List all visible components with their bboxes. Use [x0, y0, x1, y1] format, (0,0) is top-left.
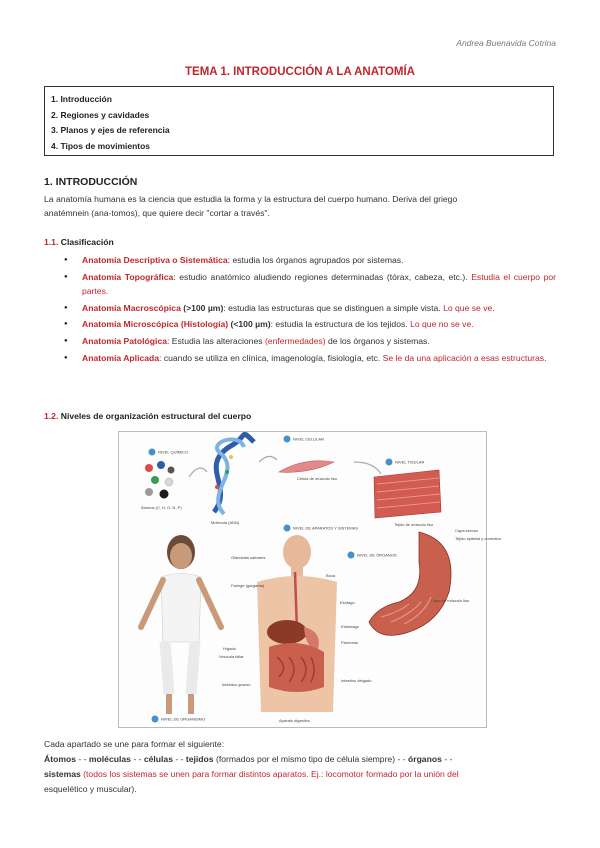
subheading-label: Niveles de organización estructural del cuerpo: [60, 411, 252, 421]
separator: - -: [76, 754, 89, 764]
footer-line2: [44, 752, 556, 767]
classification-list: [64, 253, 556, 367]
word-organs: órganos: [407, 754, 442, 764]
table-of-contents: [44, 86, 554, 156]
toc-item[interactable]: 4. Tipos de movimientos: [51, 140, 151, 151]
list-item: [64, 253, 556, 267]
figure-illustration: [119, 432, 502, 727]
label-epithelial: Tejido epitelial y conectivo: [455, 536, 502, 541]
label-pharynx: Faringe (garganta): [231, 583, 265, 588]
label-liver: Hígado: [223, 646, 236, 651]
label-stomach: Estómago: [341, 624, 360, 629]
intro-paragraph-line2: anatémnein (ana-tomos), que quiere decir "cortar a través".: [44, 208, 270, 218]
separator: - -: [130, 754, 144, 764]
label-pancreas: Páncreas: [341, 640, 358, 645]
word-systems: sistemas: [44, 769, 81, 779]
item-note: Se le da una aplicación a esas estructuras: [382, 352, 545, 363]
author-name: Andrea Buenavida Cotrina: [456, 38, 556, 48]
term-extra: (>100 µm): [180, 302, 224, 313]
separator: - -: [172, 754, 186, 764]
organism-level: [141, 535, 221, 723]
subheading-label: Clasificación: [60, 237, 114, 247]
label-muscle-layer: Capa de músculo liso: [431, 598, 470, 603]
list-item: [64, 270, 556, 298]
list-item: [64, 334, 556, 348]
term: Anatomía Patológica: [82, 336, 167, 347]
label-nivel-celular: NIVEL CELULAR: [293, 436, 324, 442]
term-extra: (<100 µm): [228, 319, 271, 330]
term: Anatomía Microscópica (Histología): [82, 319, 229, 330]
list-item: [64, 351, 556, 365]
tissues-note: (formados por el mismo tipo de célula siempre) - -: [213, 754, 408, 764]
footer-line1: Cada apartado se une para formar el siguiente:: [44, 739, 225, 749]
item-note: Lo que se ve.: [443, 302, 495, 313]
label-nivel-tisular: NIVEL TISULAR: [395, 459, 425, 465]
item-text: : estudia las estructuras que se distinguen a simple vista.: [223, 302, 441, 313]
label-cell: Célula de músculo liso: [297, 476, 338, 481]
label-serosa: Capa serosa: [455, 528, 478, 533]
word-atoms: Átomos: [44, 754, 76, 764]
toc-item[interactable]: 2. Regiones y cavidades: [51, 109, 150, 120]
label-tissue: Tejido de músculo liso: [394, 522, 434, 527]
word-molecules: moléculas: [88, 754, 131, 764]
toc-item[interactable]: 1. Introducción: [51, 94, 112, 104]
subheading-number: 1.2.: [44, 411, 59, 421]
label-large-intestine: Intestino grueso: [222, 682, 251, 687]
term: Anatomía Topográfica: [82, 271, 174, 282]
cellular-level: [279, 436, 338, 482]
intro-paragraph-line1: La anatomía humana es la ciencia que estudia la forma y la estructura del cuerpo humano. Deriva del griego: [44, 194, 458, 204]
item-text: : estudio anatómico aludiendo regiones determinadas (tórax, cabeza, etc.).: [173, 271, 468, 282]
label-gallbladder: Vesícula biliar: [219, 654, 244, 659]
footer-line3: [44, 767, 556, 782]
term: Anatomía Aplicada: [82, 352, 160, 363]
word-cells: células: [143, 754, 173, 764]
term: Anatomía Descriptiva o Sistemática: [82, 255, 228, 265]
page-title: TEMA 1. INTRODUCCIÓN A LA ANATOMÍA: [185, 66, 415, 78]
item-text: : estudia la estructura de los tejidos.: [270, 319, 408, 330]
label-atoms: Átomos (C, H, O, N, P): [141, 505, 182, 510]
list-item: [64, 301, 556, 315]
subheading-niveles: [44, 411, 251, 421]
chemical-level: [141, 449, 188, 511]
toc-item[interactable]: 3. Planos y ejes de referencia: [51, 125, 170, 135]
list-item: [64, 317, 556, 331]
item-text: : estudia los órganos agrupados por sistemas.: [227, 255, 404, 265]
word-tissues: tejidos: [185, 754, 214, 764]
label-mouth: Boca: [326, 573, 336, 578]
subheading-clasificacion: [44, 237, 114, 247]
label-digestive-system: Aparato digestivo: [279, 718, 310, 723]
item-note: Lo que no se ve.: [410, 319, 474, 330]
label-esophagus: Esófago: [340, 600, 355, 605]
label-molecule: Molécula (ADN): [211, 520, 240, 525]
item-text: : Estudia las alteraciones: [167, 336, 265, 347]
item-paren: (enfermedades): [264, 336, 326, 347]
subheading-number: 1.1.: [44, 237, 59, 247]
item-tail: .: [544, 352, 547, 363]
term: Anatomía Macroscópica: [82, 302, 181, 313]
item-note: Estudia el cuerpo por partes.: [82, 271, 556, 296]
footer-line4: esquelético y muscular).: [44, 784, 137, 794]
item-text: : cuando se utiliza en clínica, imagenología, fisiología, etc.: [159, 352, 383, 363]
systems-note: (todos los sistemas se unen para formar distintos aparatos. Ej.: locomotor formado por la unión del: [80, 769, 459, 779]
item-text-2: de los órganos y sistemas.: [325, 336, 430, 347]
label-small-intestine: Intestino delgado: [341, 678, 372, 683]
separator: - -: [441, 754, 453, 764]
section-heading-introduccion: 1. INTRODUCCIÓN: [44, 176, 138, 188]
dna-molecule: [211, 434, 254, 525]
tissue-level: [374, 459, 441, 528]
label-nivel-quimico: NIVEL QUÍMICO: [158, 449, 189, 455]
organization-levels-figure: [118, 431, 502, 728]
label-glands: Glándulas salivales: [231, 555, 266, 560]
label-nivel-sistemas: NIVEL DE APARATOS Y SISTEMAS: [293, 525, 359, 531]
organ-level: [348, 528, 503, 635]
label-nivel-organos: NIVEL DE ÓRGANOS: [357, 552, 397, 558]
label-nivel-organismo: NIVEL DE ORGANISMO: [161, 716, 206, 722]
